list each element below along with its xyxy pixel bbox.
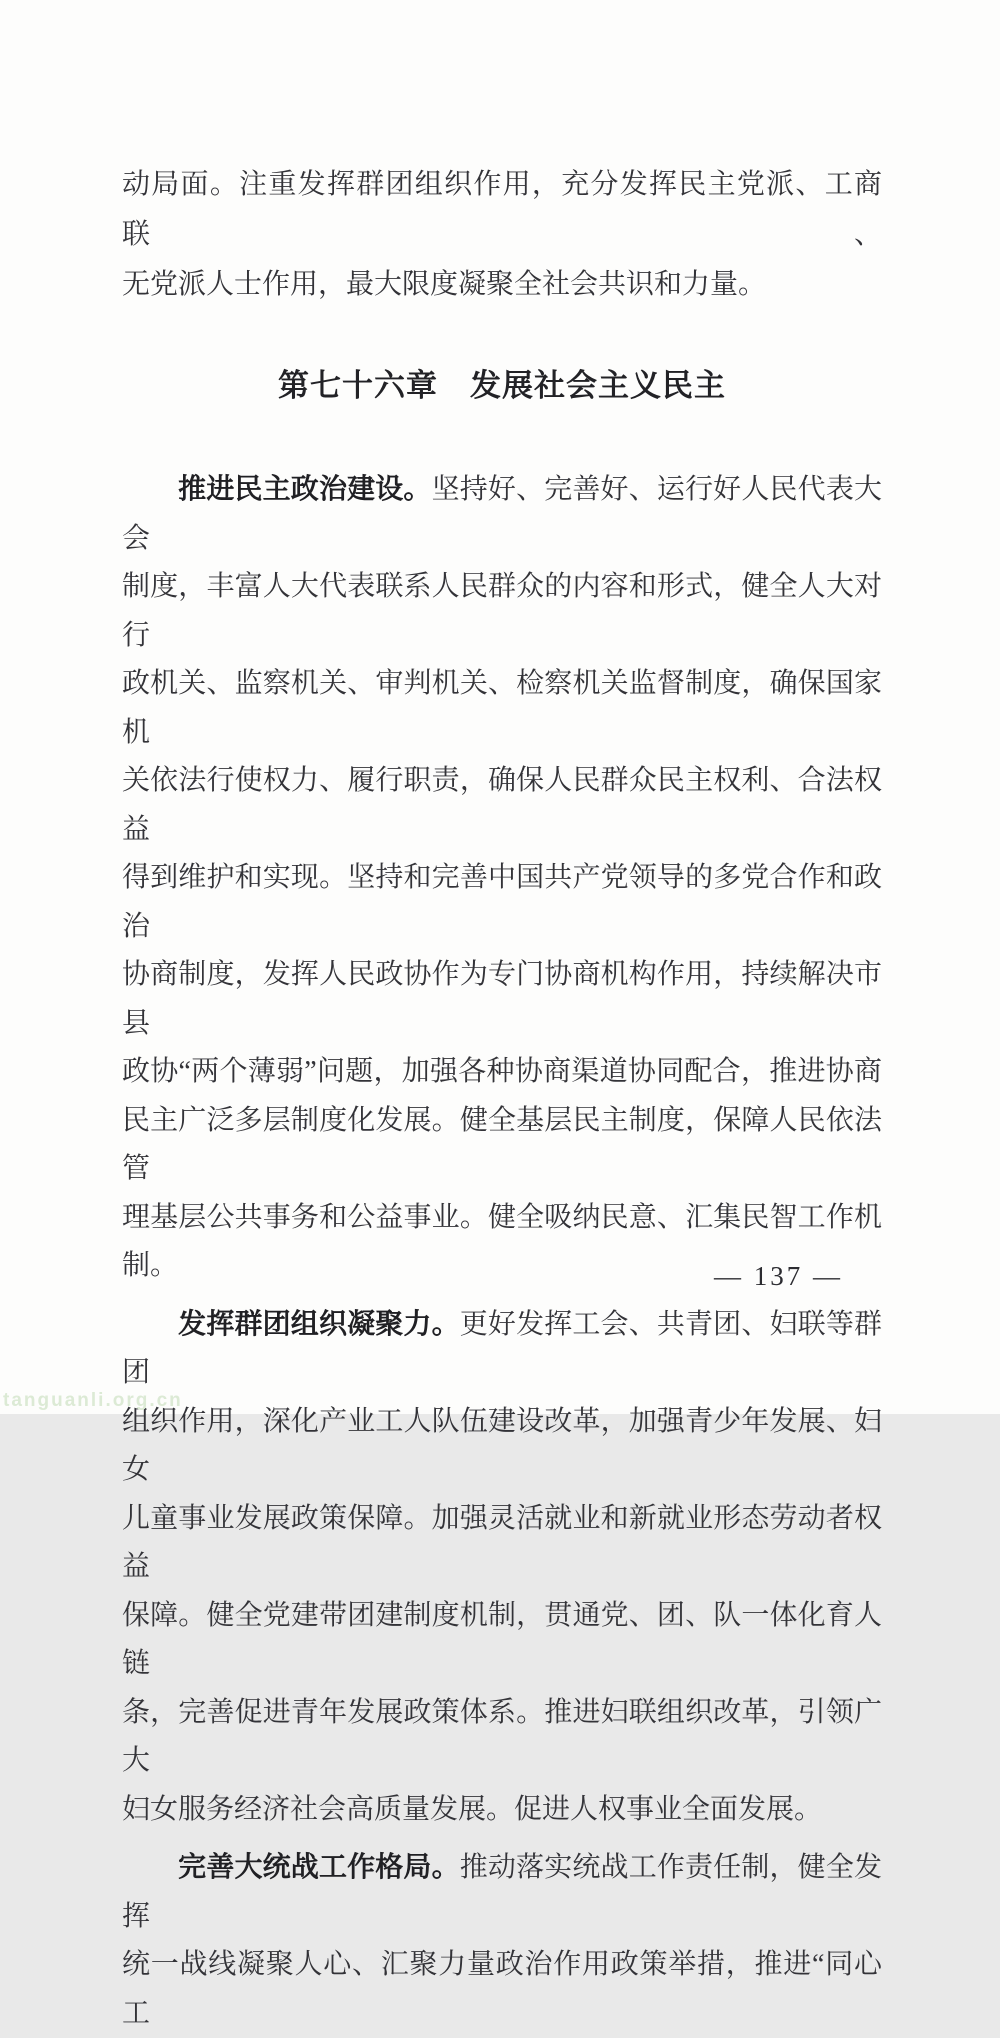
text-line: 保障。健全党建带团建制度机制，贯通党、团、队一体化育人链 <box>122 1599 882 1679</box>
chapter-heading: 第七十六章 发展社会主义民主 <box>278 368 726 403</box>
text-line: 民主广泛多层制度化发展。健全基层民主制度，保障人民依法管 <box>122 1104 882 1184</box>
text-line: 妇女服务经济社会高质量发展。促进人权事业全面发展。 <box>122 1793 823 1825</box>
text-line: 无党派人士作用，最大限度凝聚全社会共识和力量。 <box>122 269 767 300</box>
text-line <box>122 1300 882 1398</box>
text-line: 儿童事业发展政策保障。加强灵活就业和新就业形态劳动者权益 <box>122 1502 882 1582</box>
text-line: 政机关、监察机关、审判机关、检察机关监督制度，确保国家机 <box>122 668 882 748</box>
paragraph-lead: 完善大统战工作格局。 <box>178 1851 460 1882</box>
paragraph <box>122 1843 882 2038</box>
text-line <box>122 465 882 563</box>
text-line: 条，完善促进青年发展政策体系。推进妇联组织改革，引领广大 <box>122 1696 882 1776</box>
text-run: 更好发挥工会、共青团、妇联等群团 <box>122 1308 882 1388</box>
paragraph-lead: 推进民主政治建设。 <box>178 473 432 504</box>
text-line: 统一战线凝聚人心、汇聚力量政治作用政策举措，推进“同心工 <box>122 1949 882 2029</box>
text-line <box>122 1843 882 1941</box>
page-number: — 137 — <box>714 1261 843 1291</box>
paragraph-lead: 发挥群团组织凝聚力。 <box>178 1307 460 1339</box>
text-line: 制度，丰富人大代表联系人民群众的内容和形式，健全人大对行 <box>122 571 882 651</box>
text-run: 推动落实统战工作责任制，健全发挥 <box>122 1852 882 1932</box>
text-line: 动局面。注重发挥群团组织作用，充分发挥民主党派、工商联、 <box>122 169 882 250</box>
text-line: 理基层公共事务和公益事业。健全吸纳民意、汇集民智工作机制。 <box>122 1201 882 1281</box>
text-line: 得到维护和实现。坚持和完善中国共产党领导的多党合作和政治 <box>122 862 882 942</box>
paragraph <box>122 1300 882 1835</box>
text-run: 坚持好、完善好、运行好人民代表大会 <box>122 474 882 554</box>
watermark: tanguanli.org.cn <box>3 1390 183 1411</box>
continued-paragraph <box>122 160 882 310</box>
text-line: 协商制度，发挥人民政协作为专门协商机构作用，持续解决市县 <box>122 959 882 1039</box>
text-line: 政协“两个薄弱”问题，加强各种协商渠道协同配合，推进协商 <box>122 1056 882 1087</box>
paragraph <box>122 465 882 1291</box>
text-line: 组织作用，深化产业工人队伍建设改革，加强青少年发展、妇女 <box>122 1405 882 1485</box>
text-line: 关依法行使权力、履行职责，确保人民群众民主权利、合法权益 <box>122 765 882 845</box>
